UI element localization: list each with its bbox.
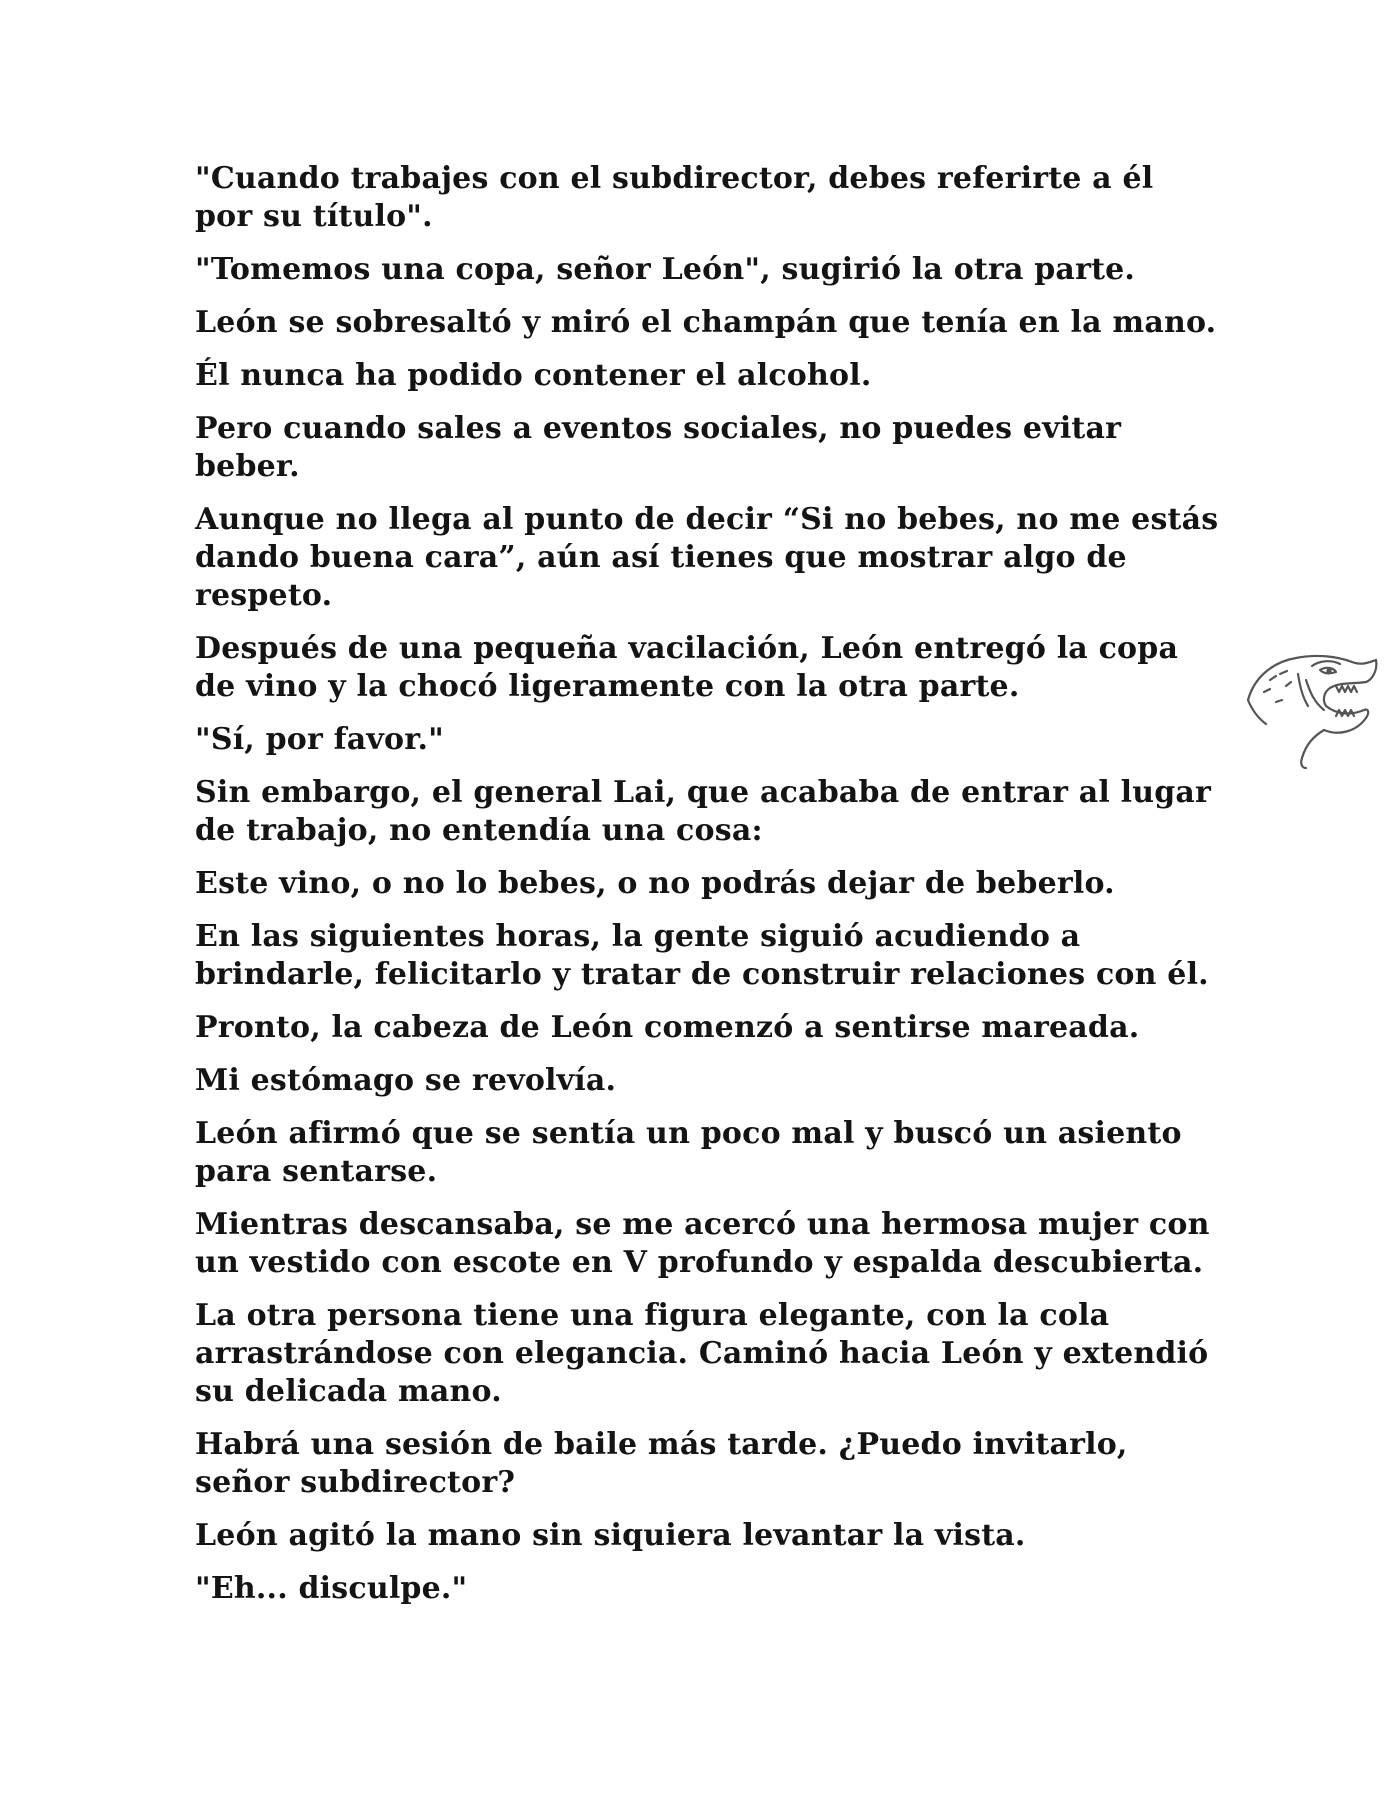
body-text — [195, 160, 1220, 1623]
paragraph: Sin embargo, el general Lai, que acababa de entrar al lugar de trabajo, no entendía una cosa: — [195, 775, 1212, 848]
paragraph: Mientras descansaba, se me acercó una hermosa mujer con un vestido con escote en V profundo y espalda descubierta. — [195, 1207, 1210, 1280]
paragraph: "Tomemos una copa, señor León", sugirió la otra parte. — [195, 252, 1136, 287]
paragraph: Habrá una sesión de baile más tarde. ¿Puedo invitarlo, señor subdirector? — [195, 1427, 1128, 1500]
paragraph: León se sobresaltó y miró el champán que tenía en la mano. — [195, 305, 1217, 340]
paragraph: Este vino, o no lo bebes, o no podrás dejar de beberlo. — [195, 866, 1115, 901]
paragraph: Mi estómago se revolvía. — [195, 1063, 617, 1098]
paragraph: "Sí, por favor." — [195, 722, 444, 757]
dinosaur-head-icon — [1240, 640, 1380, 770]
paragraph: "Cuando trabajes con el subdirector, debes referirte a él por su título". — [195, 161, 1154, 234]
paragraph: En las siguientes horas, la gente siguió acudiendo a brindarle, felicitarlo y tratar de construir relaciones con él. — [195, 919, 1209, 992]
paragraph: León agitó la mano sin siquiera levantar la vista. — [195, 1518, 1026, 1553]
paragraph: La otra persona tiene una figura elegante, con la cola arrastrándose con elegancia. Caminó hacia León y extendió su delicada mano. — [195, 1298, 1209, 1409]
paragraph: Pero cuando sales a eventos sociales, no puedes evitar beber. — [195, 411, 1122, 484]
paragraph: León afirmó que se sentía un poco mal y buscó un asiento para sentarse. — [195, 1116, 1182, 1189]
paragraph: Pronto, la cabeza de León comenzó a sentirse mareada. — [195, 1010, 1140, 1045]
paragraph: Aunque no llega al punto de decir “Si no bebes, no me estás dando buena cara”, aún así tienes que mostrar algo de respeto. — [195, 502, 1219, 613]
paragraph: Él nunca ha podido contener el alcohol. — [195, 358, 872, 393]
paragraph: Después de una pequeña vacilación, León entregó la copa de vino y la chocó ligeramente con la otra parte. — [195, 631, 1179, 704]
paragraph: "Eh... disculpe." — [195, 1571, 468, 1606]
